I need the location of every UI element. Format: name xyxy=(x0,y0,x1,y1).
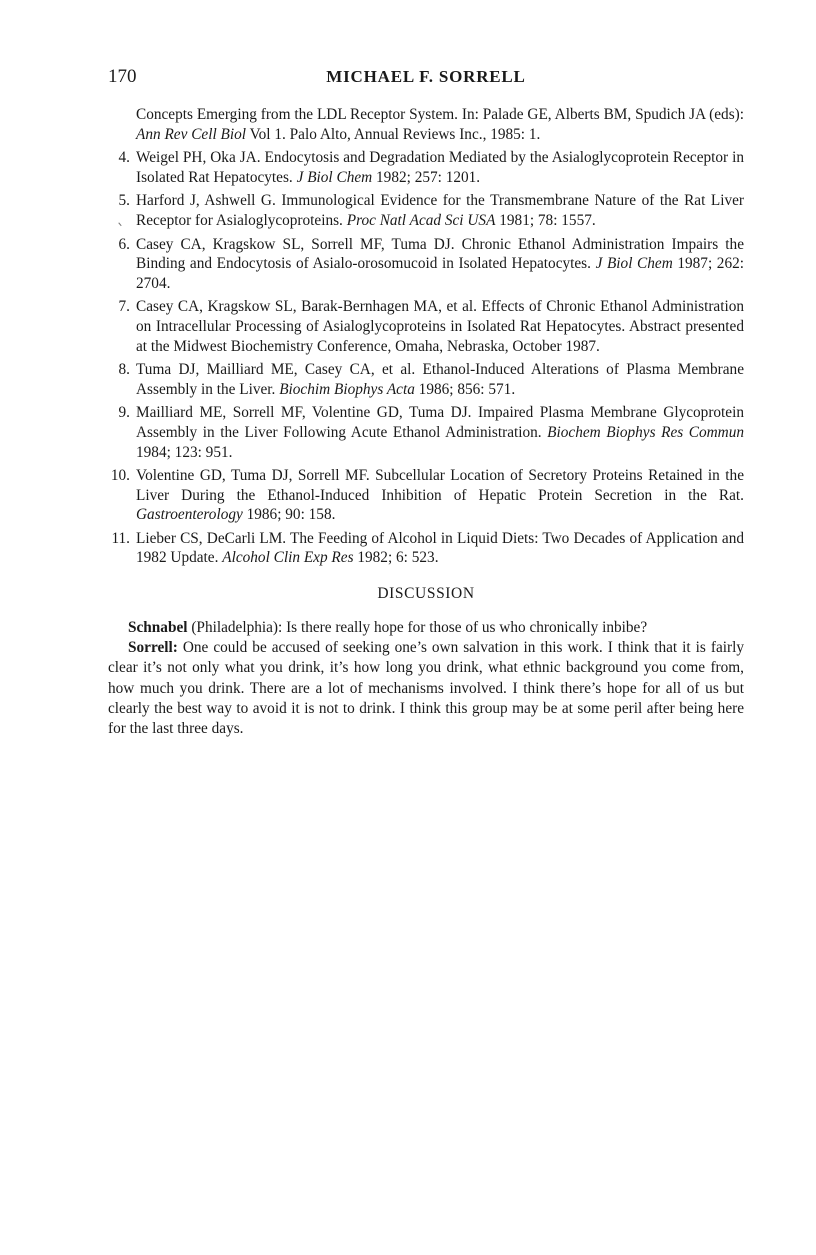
reference-text: 1984; 123: 951. xyxy=(136,443,233,461)
reference-number: 10. xyxy=(110,467,130,485)
speaker-name: Sorrell: xyxy=(128,639,178,657)
journal-title: Ann Rev Cell Biol xyxy=(136,125,247,143)
reference-item xyxy=(108,148,744,187)
reference-text: Casey CA, Kragskow SL, Barak-Bernhagen MA, et al. Effects of Chronic Ethanol Administration on Intracellular Processing of Asialoglycoproteins in Isolated Rat Hepatocytes. Abstract presented at the Midwest Biochemistry Conference, Omaha, Nebraska, October 1987. xyxy=(136,298,744,355)
reference-number: 4. xyxy=(118,149,130,167)
reference-text: Concepts Emerging from the LDL Receptor System. In: Palade GE, Alberts BM, Spudich JA (eds): xyxy=(136,106,744,123)
reference-item xyxy=(108,360,744,399)
reference-text: 1987; 262: 2704. xyxy=(136,255,744,292)
reference-text: Vol 1. Palo Alto, Annual Reviews Inc., 1985: 1. xyxy=(246,125,541,143)
reference-item xyxy=(108,297,744,356)
reference-text: 1981; 78: 1557. xyxy=(495,211,596,229)
running-head: MICHAEL F. SORRELL xyxy=(326,67,526,86)
reference-text: 1986; 90: 158. xyxy=(242,506,336,524)
reference-text: 1982; 6: 523. xyxy=(353,549,439,567)
journal-title: J Biol Chem xyxy=(595,255,673,273)
reference-list xyxy=(108,105,744,568)
reference-text: Mailliard ME, Sorrell MF, Volentine GD, Tuma DJ. Impaired Plasma Membrane Glycoprotein Assembly in the Liver Following Acute Ethanol Administration. xyxy=(136,404,744,441)
discussion-paragraph xyxy=(108,638,744,739)
reference-number: 11. xyxy=(111,529,130,547)
reference-text: Weigel PH, Oka JA. Endocytosis and Degradation Mediated by the Asialoglycoprotein Receptor in Isolated Rat Hepatocytes. xyxy=(136,149,744,186)
discussion-body xyxy=(108,618,744,739)
reference-item xyxy=(108,529,744,568)
page-header xyxy=(108,66,744,96)
reference-number: 8. xyxy=(118,361,130,379)
reference-item xyxy=(108,105,744,144)
reference-number: 9. xyxy=(118,404,130,422)
reference-text: Volentine GD, Tuma DJ, Sorrell MF. Subcellular Location of Secretory Proteins Retained in the Liver During the Ethanol-Induced Inhibition of Hepatic Protein Secretion in the Rat. xyxy=(136,467,744,504)
reference-text: 1986; 856: 571. xyxy=(414,380,516,398)
reference-text: 1982; 257: 1201. xyxy=(372,168,481,186)
reference-text: Tuma DJ, Mailliard ME, Casey CA, et al. Ethanol-Induced Alterations of Plasma Membrane Assembly in the Liver. xyxy=(136,361,744,398)
journal-title: Biochem Biophys Res Commun xyxy=(547,423,744,441)
discussion-paragraph xyxy=(108,618,744,638)
reference-text: Lieber CS, DeCarli LM. The Feeding of Alcohol in Liquid Diets: Two Decades of Application and 1982 Update. xyxy=(136,529,744,567)
reference-item xyxy=(108,235,744,294)
speaker-text: (Philadelphia): Is there really hope for those of us who chronically inbibe? xyxy=(187,619,648,636)
journal-title: J Biol Chem xyxy=(296,168,373,186)
reference-number: 7. xyxy=(118,298,130,316)
reference-number: 6. xyxy=(118,235,130,253)
reference-text: Harford J, Ashwell G. Immunological Evidence for the Transmembrane Nature of the Rat Liver Receptor for Asialoglycoproteins. xyxy=(136,192,744,229)
reference-item xyxy=(108,191,744,230)
journal-title: Proc Natl Acad Sci USA xyxy=(346,211,496,229)
journal-title: Biochim Biophys Acta xyxy=(279,380,415,398)
reference-text: Casey CA, Kragskow SL, Sorrell MF, Tuma DJ. Chronic Ethanol Administration Impairs the Binding and Endocytosis of Asialo-orosomucoid in Isolated Hepatocytes. xyxy=(136,235,744,273)
journal-title: Gastroenterology xyxy=(136,506,243,524)
reference-number: 5. xyxy=(118,192,130,210)
discussion-heading: DISCUSSION xyxy=(377,585,475,602)
reference-item xyxy=(108,403,744,462)
speaker-name: Schnabel xyxy=(128,619,188,636)
speaker-text: One could be accused of seeking one’s own salvation in this work. I think that it is fairly clear it’s not only what you drink, it’s how long you drink, what ethnic background you come from, how much you drink. There are a lot of mechanisms involved. I think there’s hope for all of us but clearly the best way to avoid it is not to drink. I think this group may be at some peril after being here for the last three days. xyxy=(108,639,744,738)
reference-item xyxy=(108,466,744,525)
journal-title: Alcohol Clin Exp Res xyxy=(222,549,354,567)
page-number: 170 xyxy=(108,66,137,87)
